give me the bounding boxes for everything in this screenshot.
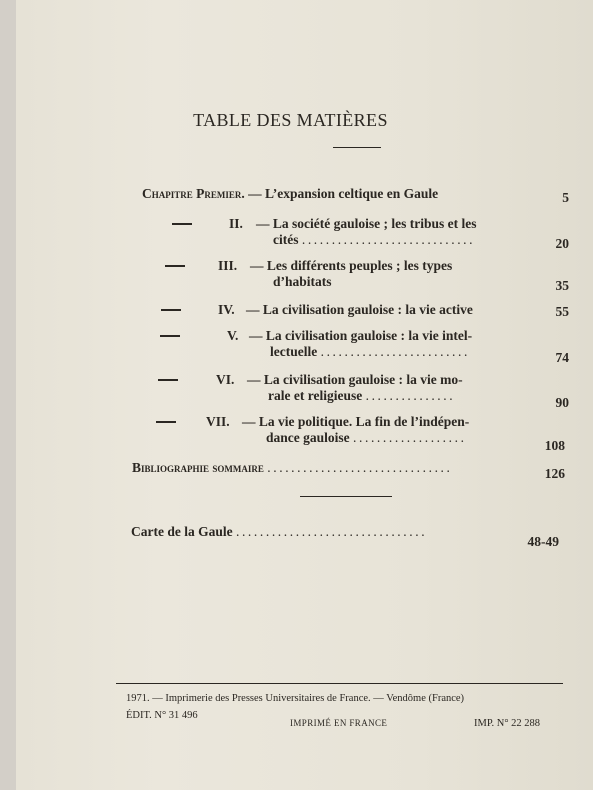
toc-entry-chapter-4 [0,302,593,324]
chapter-title-line2: rale et religieuse [268,388,363,403]
leader-dots: ................... [353,430,467,445]
toc-entry-chapter-7 [0,414,593,454]
chapter-title-line2: dance gauloise [266,430,350,445]
ditto-dash [158,379,178,381]
toc-entry-map [0,524,593,549]
leader-dots: ............................. [301,232,476,247]
chapter-title-line1: — La civilisation gauloise : la vie active [246,302,473,317]
footer-rule [116,683,563,684]
ditto-dash [172,223,192,225]
page-number: 55 [555,304,569,319]
chapter-title: — L’expansion celtique en Gaule [248,186,439,201]
chapter-number: V. [227,328,239,343]
map-label: Carte de la Gaule [131,524,233,539]
chapter-number: VI. [216,372,235,387]
title-underline [333,147,381,148]
ditto-dash [161,309,181,311]
ditto-dash [160,335,180,337]
page-number: 5 [562,190,569,205]
chapter-title-line1: — La vie politique. La fin de l’indépen- [242,414,470,429]
leader-dots: ............... [365,388,456,403]
toc-entry-chapter-6 [0,372,593,412]
chapter-title-line1: — La société gauloise ; les tribus et les [256,216,477,231]
page-number: 48-49 [527,534,559,549]
chapter-title-line1: — La civilisation gauloise : la vie intel- [249,328,473,343]
page-number: 20 [555,236,569,251]
chapter-title-line1: — La civilisation gauloise : la vie mo- [247,372,463,387]
page-number: 35 [555,278,569,293]
footer-printed-in: IMPRIMÉ EN FRANCE [290,718,388,728]
toc-entry-chapter-3 [0,258,593,298]
chapter-title-line2: cités [273,232,299,247]
page-title: TABLE DES MATIÈRES [193,110,388,130]
toc-entry-chapter-1 [0,186,593,206]
ditto-dash [156,421,176,423]
chapter-number: II. [229,216,243,231]
footer-edition-number: ÉDIT. N° 31 496 [126,710,198,721]
page-number: 108 [544,438,565,453]
toc-entry-chapter-2 [0,216,593,256]
page-number: 90 [555,395,569,410]
chapter-title-line2: d’habitats [273,274,332,289]
chapter-number: IV. [218,302,235,317]
section-divider [300,496,392,497]
leader-dots: ............................... [267,460,453,475]
bibliography-label: Bibliographie sommaire [132,460,264,475]
footer-imprint: 1971. — Imprimerie des Presses Universitaires de France. — Vendôme (France) [126,693,465,704]
chapter-number: III. [218,258,238,273]
page-number: 74 [555,350,569,365]
toc-entry-bibliography [0,460,593,482]
page-number: 126 [544,466,565,481]
leader-dots: ................................ [235,524,428,539]
ditto-dash [165,265,185,267]
toc-entry-chapter-5 [0,328,593,368]
chapter-title-line1: — Les différents peuples ; les types [250,258,453,273]
chapter-number: VII. [206,414,230,429]
leader-dots: ......................... [320,344,470,359]
chapter-prefix: Chapitre Premier. [142,186,245,201]
chapter-title-line2: lectuelle [270,344,318,359]
footer-imp-number: IMP. N° 22 288 [474,718,541,729]
